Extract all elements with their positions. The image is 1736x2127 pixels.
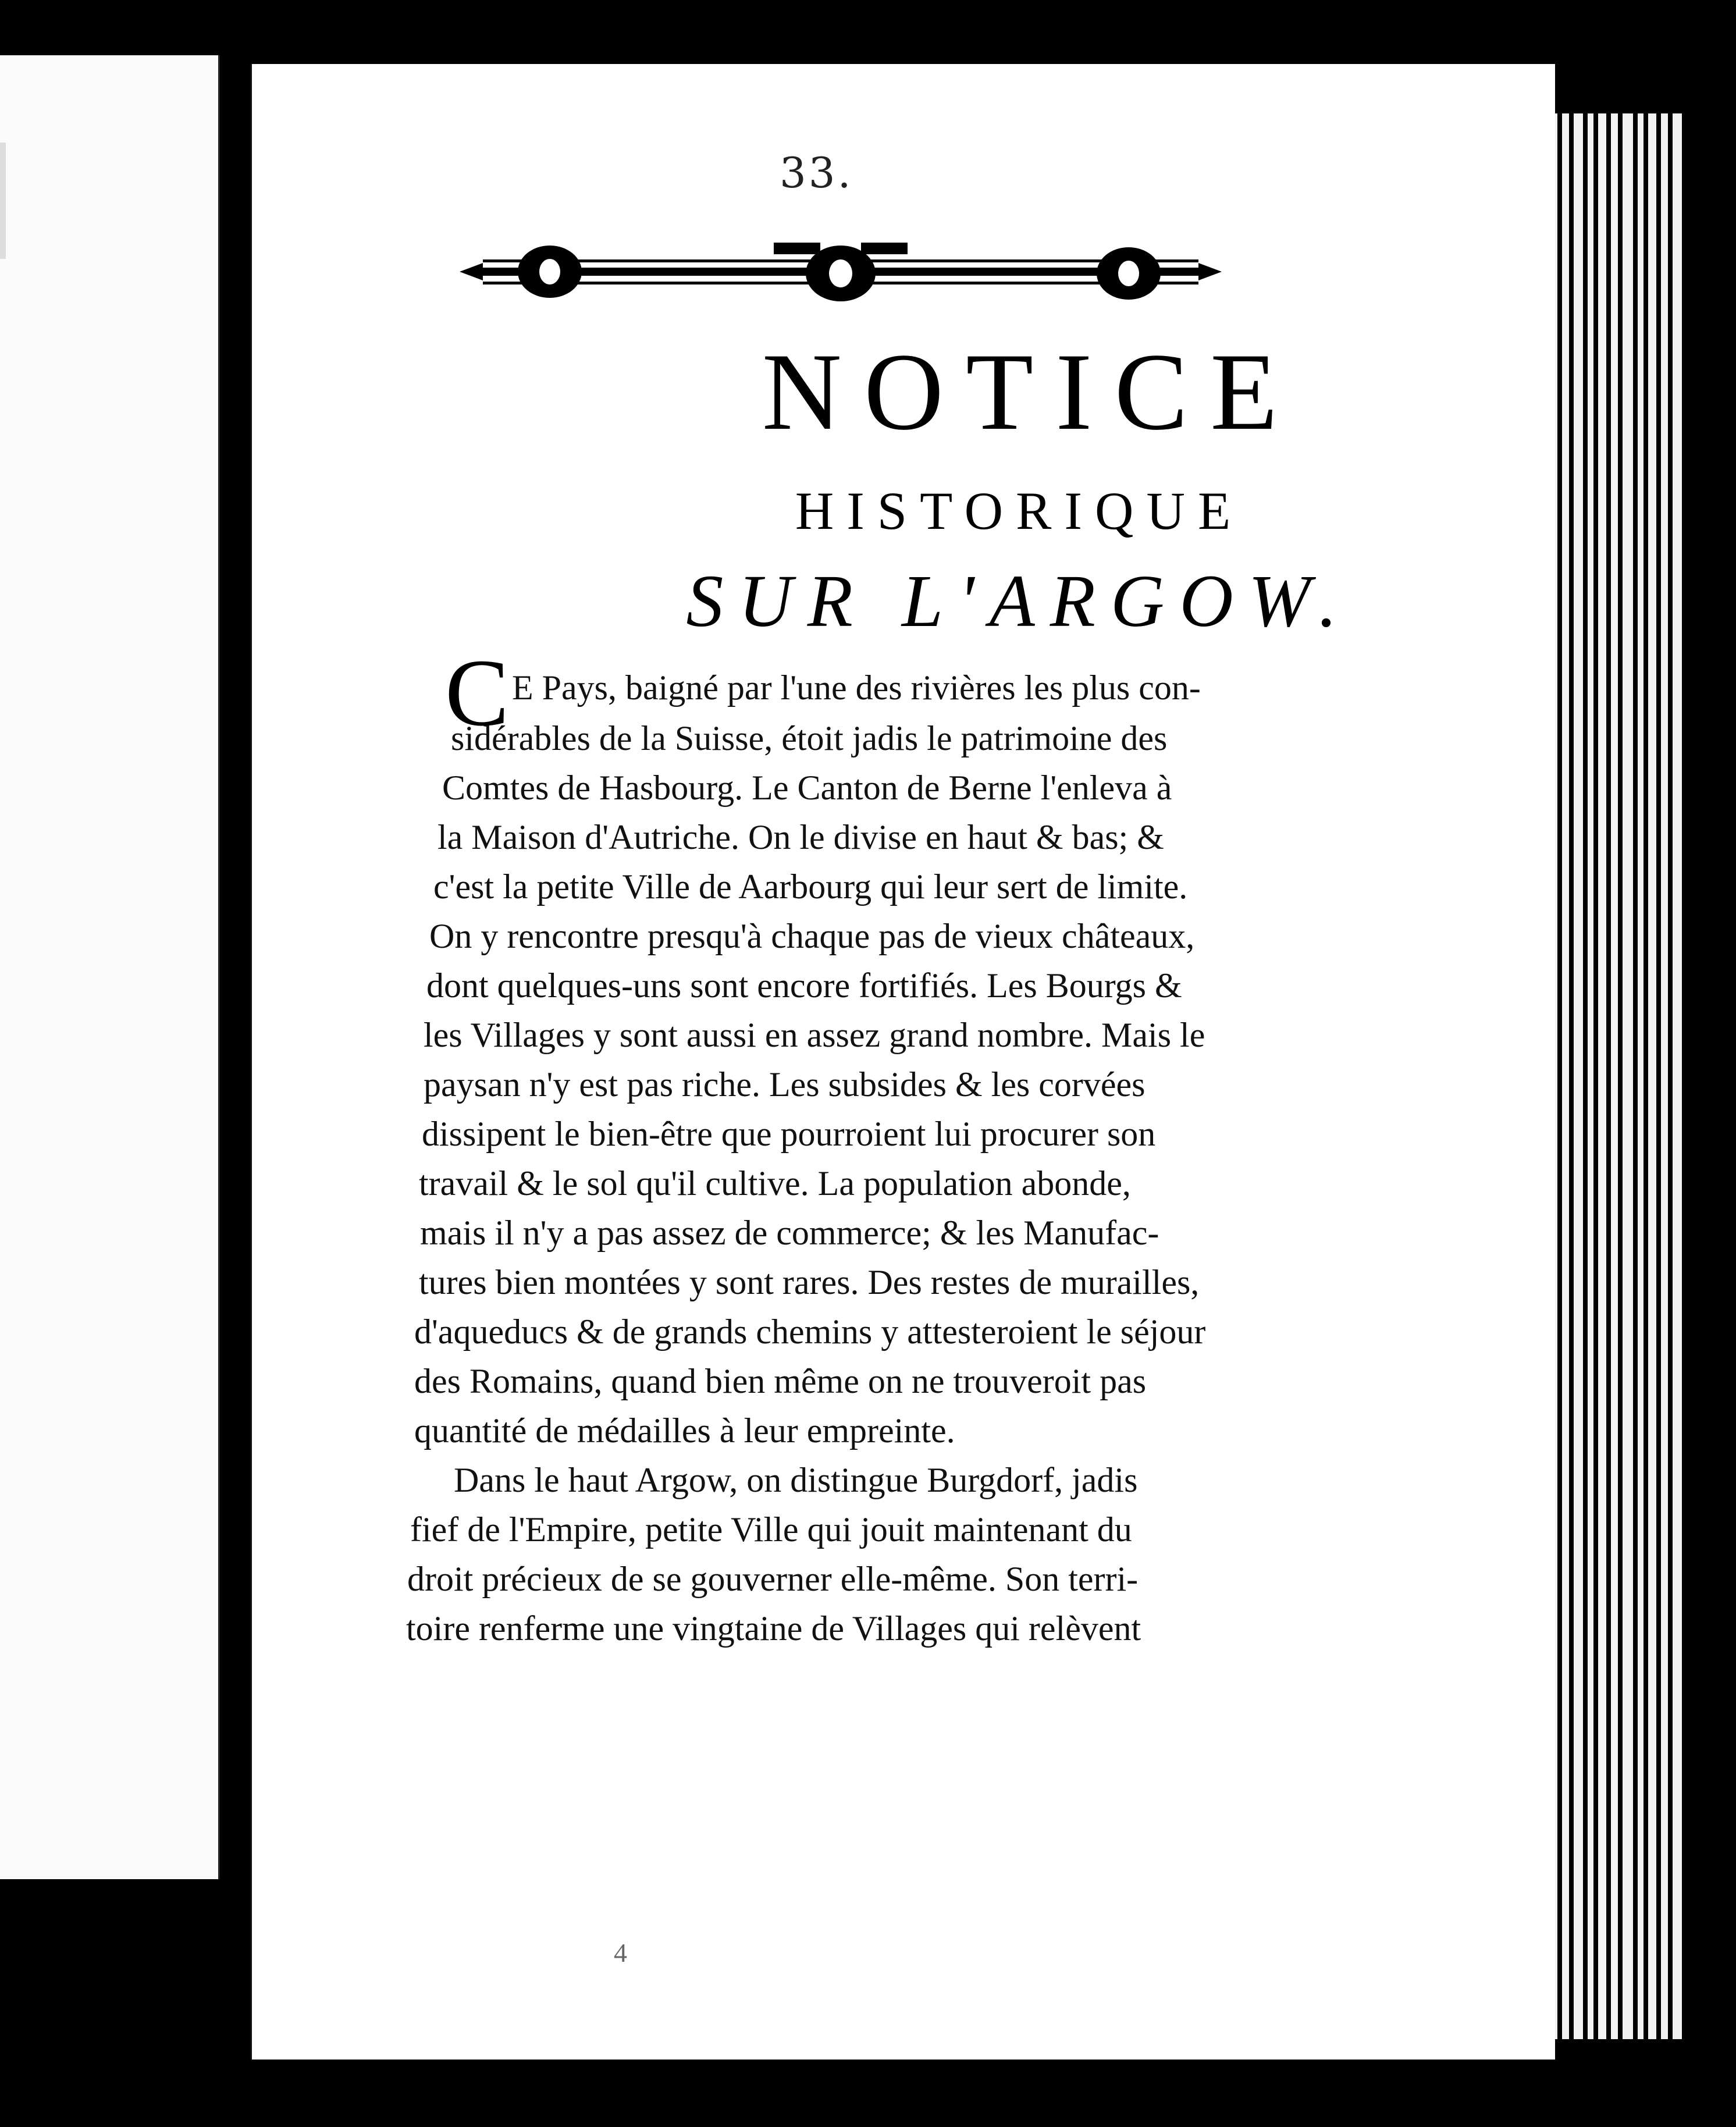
- text-line: mais il n'y a pas assez de commerce; & les Manufac-: [420, 1214, 1159, 1252]
- text-line: On y rencontre presqu'à chaque pas de vieux châteaux,: [429, 917, 1195, 955]
- text-line: paysan n'y est pas riche. Les subsides & les corvées: [424, 1065, 1146, 1104]
- text-line: Dans le haut Argow, on distingue Burgdorf, jadis: [454, 1461, 1138, 1499]
- text-line: Comtes de Hasbourg. Le Canton de Berne l'enleva à: [442, 769, 1172, 807]
- notice-title: NOTICE: [762, 331, 1300, 453]
- headpiece-ornament: [460, 240, 1222, 304]
- text-line: sidérables de la Suisse, étoit jadis le patrimoine des: [451, 719, 1168, 757]
- text-line: dissipent le bien-être que pourroient lui procurer son: [422, 1115, 1156, 1153]
- bottom-mark: 4: [614, 1938, 627, 1968]
- drop-cap: C: [445, 639, 510, 746]
- text-line: E Pays, baigné par l'une des rivières les plus con-: [512, 668, 1201, 707]
- text-line: c'est la petite Ville de Aarbourg qui leur sert de limite.: [433, 867, 1188, 906]
- text-line: tures bien montées y sont rares. Des restes de murailles,: [419, 1263, 1200, 1301]
- page-number: 33.: [780, 148, 853, 197]
- text-line: d'aqueducs & de grands chemins y attesteroient le séjour: [414, 1313, 1206, 1351]
- text-line: la Maison d'Autriche. On le divise en haut & bas; &: [437, 818, 1164, 856]
- text-line: toire renferme une vingtaine de Villages qui relèvent: [406, 1609, 1141, 1648]
- historique-subtitle: HISTORIQUE: [795, 481, 1244, 540]
- text-line: droit précieux de se gouverner elle-même. Son terri-: [407, 1560, 1139, 1598]
- argow-heading: SUR L'ARGOW.: [686, 560, 1353, 642]
- text-line: dont quelques-uns sont encore fortifiés. Les Bourgs &: [426, 966, 1182, 1005]
- text-line: fief de l'Empire, petite Ville qui jouit maintenant du: [410, 1510, 1132, 1549]
- text-line: travail & le sol qu'il cultive. La population abonde,: [419, 1164, 1131, 1203]
- text-line: les Villages y sont aussi en assez grand nombre. Mais le: [424, 1016, 1205, 1054]
- text-line: quantité de médailles à leur empreinte.: [414, 1411, 955, 1450]
- text-line: des Romains, quand bien même on ne trouveroit pas: [414, 1362, 1147, 1400]
